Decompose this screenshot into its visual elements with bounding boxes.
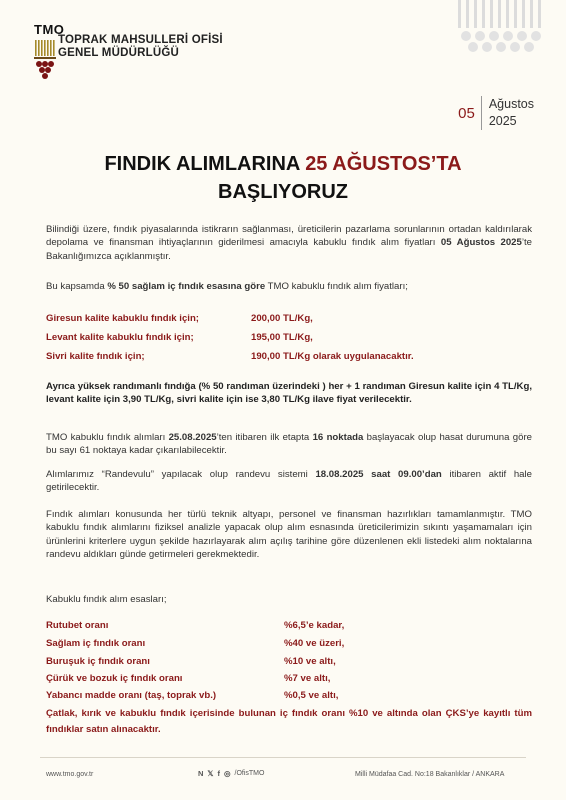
instagram-icon[interactable]: ◎ [223, 769, 231, 778]
org-line-2: GENEL MÜDÜRLÜĞÜ [58, 47, 179, 59]
preparation-paragraph: Fındık alımları konusunda her türlü teknik altyapı, personel ve finansman hazırlıkları tamamlanmıştır. TMO kabuklu fındık alımlarını fiziksel analizle yapacak olup alım esnasında üreticilerimizin sıkıntı yaşamamaları için ürünlerini kriterlere uygun şekilde hazırlayarak alım açılış tarihine göre düzenlenen ekli listedeki alım noktalarına randevu aldıkları günde getirmeleri gerekmektedir. [46, 509, 532, 560]
criteria-row [46, 690, 339, 701]
price-label: Giresun kalite kabuklu fındık için; [46, 313, 200, 324]
scope-before: Bu kapsamda [46, 281, 108, 292]
facebook-icon[interactable]: f [217, 769, 220, 778]
criteria-title: Kabuklu fındık alım esasları; [46, 594, 167, 605]
scope-bold: % 50 sağlam iç fındık esasına göre [107, 281, 266, 292]
social-links [198, 769, 264, 778]
appointment-text-1: Alımlarımız “Randevulu” yapılacak olup randevu sistemi [46, 469, 316, 480]
criteria-label: Sağlam iç fındık oranı [46, 638, 146, 649]
start-text-1: TMO kabuklu fındık alımları [46, 432, 169, 443]
decorative-wheat-icon [456, 0, 546, 60]
org-line-1: TOPRAK MAHSULLERİ OFİSİ [58, 34, 223, 46]
criteria-row [46, 638, 345, 649]
start-date: 25.08.2025 [168, 432, 217, 443]
scope-after: TMO kabuklu fındık alım fiyatları; [265, 281, 408, 292]
bonus-paragraph: Ayrıca yüksek randımanlı fındığa (% 50 randıman üzerindeki ) her + 1 randıman Giresun kalite için 4 TL/Kg, levant kalite için 3,90 TL/Kg, sivri kalite için ise 3,80 TL/Kg ilave fiyat verilecektir. [46, 381, 532, 406]
price-row-levant [46, 332, 313, 343]
price-label: Levant kalite kabuklu fındık için; [46, 332, 194, 343]
intro-paragraph [46, 223, 532, 263]
nsosyal-icon[interactable]: N [198, 769, 204, 778]
date-month-year [482, 96, 534, 130]
criteria-value: %0,5 ve altı, [284, 690, 339, 701]
criteria-row [46, 656, 336, 667]
criteria-value: %10 ve altı, [284, 656, 336, 667]
footer-address: Milli Müdafaa Cad. No:18 Bakanlıklar / ANKARA [355, 771, 505, 778]
criteria-label: Yabancı madde oranı (taş, toprak vb.) [46, 690, 217, 701]
social-handle[interactable]: /OfisTMO [234, 770, 265, 777]
start-text-2: ’ten itibaren ilk etapta [216, 432, 313, 443]
title-line-2: BAŞLIYORUZ [218, 181, 348, 203]
criteria-value: %40 ve üzeri, [284, 638, 345, 649]
date-day: 05 [458, 104, 475, 122]
appointment-paragraph [46, 468, 532, 495]
price-value: 195,00 TL/Kg, [251, 332, 313, 343]
intro-date: 05 Ağustos 2025 [440, 237, 522, 249]
criteria-row [46, 673, 331, 684]
wheat-logo-icon [34, 38, 58, 86]
footer-divider [40, 757, 526, 758]
date-month: Ağustos [488, 97, 534, 111]
start-paragraph [46, 431, 532, 458]
price-row-sivri [46, 351, 414, 362]
intro-after: ’te Bakanlığımızca açıklanmıştır. [46, 237, 532, 262]
criteria-value: %6,5’e kadar, [284, 620, 345, 631]
criteria-value: %7 ve altı, [284, 673, 331, 684]
organization-name [58, 34, 223, 60]
price-value: 200,00 TL/Kg, [251, 313, 313, 324]
title-highlight: 25 AĞUSTOS’TA [305, 153, 462, 175]
title-line-1 [0, 150, 566, 178]
page-title [0, 150, 566, 206]
appointment-text-2: itibaren aktif hale getirilecektir. [46, 469, 532, 494]
date-year: 2025 [488, 114, 517, 128]
x-icon[interactable]: 𝕏 [207, 769, 214, 778]
start-points: 16 noktada [312, 432, 364, 443]
criteria-row [46, 620, 345, 631]
criteria-label: Buruşuk iç fındık oranı [46, 656, 150, 667]
price-value: 190,00 TL/Kg olarak uygulanacaktır. [251, 351, 414, 362]
final-statement: Çatlak, kırık ve kabuklu fındık içerisinde bulunan iç fındık oranı %10 ve altında olan ÇKS’ye kayıtlı tüm fındıklar satın alınacaktır. [46, 708, 532, 735]
price-row-giresun [46, 313, 313, 324]
logo-brand: TMO [34, 22, 65, 37]
footer-website[interactable]: www.tmo.gov.tr [46, 771, 94, 778]
release-date [458, 96, 534, 130]
title-part-1: FINDIK ALIMLARINA [104, 153, 306, 175]
scope-paragraph [46, 280, 532, 293]
start-text-3: başlayacak olup hasat durumuna göre bu sayı 61 noktaya kadar çıkarılabilecektir. [46, 432, 532, 457]
price-label: Sivri kalite fındık için; [46, 351, 145, 362]
intro-text: Bilindiği üzere, fındık piyasalarında istikrarın sağlanması, üreticilerin pazarlama sorunlarının ortadan kaldırılarak depolama ve finansman ihtiyaçlarının giderilmesi amacıyla kabuklu fındık alım fiyatları [46, 224, 532, 249]
appointment-time: 18.08.2025 saat 09.00’dan [315, 469, 442, 480]
criteria-label: Rutubet oranı [46, 620, 109, 631]
criteria-label: Çürük ve bozuk iç fındık oranı [46, 673, 183, 684]
